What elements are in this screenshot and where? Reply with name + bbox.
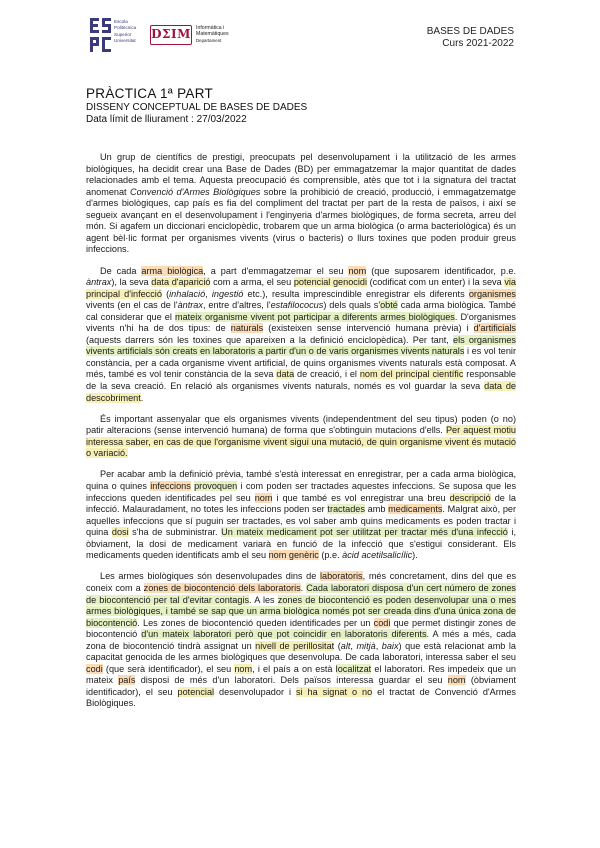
text-run: Un grup de científics de prestigi, preocupats pel desenvolupament i la utilització de les armes biològiques, ha decidit crear una Base de Dades (BD) per emmagatzemar la major quantitat de dades relacionades amb el tema. Aquesta preocupació és comprensible, atès que tot i la signatura del tractat anomenat xyxy=(86,152,516,197)
text-run: desenvolupador i xyxy=(214,686,296,697)
highlighted-term: nom xyxy=(447,675,466,686)
text-run: de creació, i el xyxy=(294,369,360,380)
text-run: el tractat de Convenció d'Armes Biològiques. xyxy=(86,686,516,709)
text-run: que permet distingir zones de biocontenció xyxy=(86,617,516,640)
highlighted-term: nom xyxy=(254,492,273,503)
text-run: . xyxy=(140,392,144,403)
text-run: . xyxy=(300,582,307,593)
text-run: (que suposarem identificador, p.e. xyxy=(366,265,516,276)
text-run: i que també es vol enregistrar una breu xyxy=(272,492,450,503)
highlighted-term: Per aquest motiu interessa saber, en cas de que l'organisme vivent sigui una mutació, de quin organisme vivent és mutació o variació. xyxy=(86,425,517,459)
text-run: De cada xyxy=(100,265,142,276)
practice-title: PRÀCTICA 1ª PART xyxy=(86,86,214,101)
text-run: àntrax xyxy=(177,300,203,311)
practice-subtitle: DISSENY CONCEPTUAL DE BASES DE DADES xyxy=(86,102,308,113)
text-run: . A les xyxy=(249,594,278,605)
eps-logo-text xyxy=(114,19,148,45)
text-run: . Les zones de biocontenció queden identificades per un xyxy=(137,617,374,628)
highlighted-term: d'un mateix laboratori però que pot coincidir en laboratoris diferents xyxy=(141,629,427,640)
text-run: (existeixen sense intervenció humana prèvia) i xyxy=(263,323,474,334)
highlighted-term: data de descobriment xyxy=(86,380,516,403)
eps-logo-mark-icon xyxy=(90,18,112,52)
text-run: responsable de la seva creació. En relació als organismes vivents naturals, només es vol guardar la seva xyxy=(86,369,516,391)
highlighted-term: codi xyxy=(373,617,391,628)
text-run: , xyxy=(205,288,212,299)
text-run: àcid acetilsalicílic xyxy=(342,550,413,561)
highlighted-term: potencial xyxy=(177,686,215,697)
text-run: , més concretament, dins del que es coneix com a xyxy=(86,571,517,593)
text-run: disposi de més d'un laboratori. Dels països interessa guardar el seu xyxy=(135,675,448,686)
text-run: (òbviament identificador), el seu xyxy=(86,675,516,697)
eps-logo xyxy=(90,18,146,52)
text-run: , entre d'altres, l' xyxy=(202,300,271,311)
dim-logo xyxy=(150,25,240,51)
text-run: etc.), resulta imprescindible enregistrar els diferents xyxy=(243,288,469,299)
text-run: ) que està relacionat amb la capacitat genocida de les armes biològiques que desenvolupa. De cada laboratori, interessa saber el seu xyxy=(86,640,516,663)
highlighted-term: arma biològica xyxy=(141,265,204,276)
text-run: alt xyxy=(340,640,351,651)
course-info xyxy=(427,26,514,50)
highlighted-term: zones de biocontenció dels laboratoris xyxy=(143,582,301,593)
highlighted-term: d'artificials xyxy=(473,323,516,334)
text-run: i com poden ser tractades aquestes infeccions. Se suposa que les infeccions queden identificades pel seu xyxy=(86,481,517,503)
eps-logo-line: Politècnica xyxy=(114,25,137,31)
highlighted-term: potencial genocidi xyxy=(293,277,367,288)
text-run: s'ha de subministrar. xyxy=(128,527,222,538)
text-run: (p.e. xyxy=(318,550,343,561)
highlighted-term: mateix organisme vivent pot participar a diferents armes biològiques xyxy=(174,311,455,322)
eps-logo-line: Escola xyxy=(114,19,128,24)
text-run: vivents (en el cas de l' xyxy=(86,300,178,311)
text-run: És important assenyalar que els organismes vivents (independentment del seu tipus) poden (o no) patir alteracions (sense intervenció humana) de forma que s'obtinguin mutacions d'ells. xyxy=(86,413,516,436)
dim-logo-line: Departament xyxy=(196,37,222,43)
text-run: ), la seva xyxy=(111,277,152,288)
highlighted-term: nom del principal científic xyxy=(359,369,464,380)
text-run: com a arma, el seu xyxy=(210,277,294,288)
text-run: amb xyxy=(364,504,389,515)
paragraph xyxy=(86,266,516,405)
text-run: Per acabar amb la definició prèvia, també s'està interessat en enregistrar, per a cada arma biològica, quina o quines xyxy=(86,469,516,491)
text-run: , i el país a on està xyxy=(252,663,336,674)
highlighted-term: laboratoris xyxy=(320,571,363,582)
statement-body xyxy=(86,152,516,720)
text-run: estafilococus xyxy=(270,300,324,311)
text-run: (codificat com un enter) i la seva xyxy=(366,277,505,288)
text-run: mitjà xyxy=(356,640,376,651)
highlighted-term: data xyxy=(276,369,295,380)
text-run: cada arma biològica. També cal considerar que el xyxy=(86,300,516,322)
highlighted-term: els organismes vivents artificials són creats en laboratoris a partir d'un o de varis organismes vivents naturals xyxy=(86,334,516,357)
eps-logo-line: Superior xyxy=(114,31,132,37)
highlighted-term: país xyxy=(118,675,136,686)
document-titles xyxy=(86,86,516,126)
highlighted-term: nom genèric xyxy=(268,550,319,561)
highlighted-term: localitzat xyxy=(335,663,372,674)
text-run: inhalació xyxy=(169,288,206,299)
highlighted-term: provoquen xyxy=(194,481,238,491)
eps-logo-line: Universitat xyxy=(114,38,136,44)
highlighted-term: nom xyxy=(234,663,253,674)
text-run: ingestió xyxy=(211,288,244,299)
deadline-text: Data límit de lliurament : 27/03/2022 xyxy=(86,114,247,125)
text-run: ). xyxy=(412,550,418,561)
text-run: de la infecció. Malauradament, no totes les infeccions poden ser xyxy=(86,492,516,515)
highlighted-term: tractades xyxy=(327,504,365,515)
text-run: ( xyxy=(161,288,170,299)
text-run: sobre la prohibició de creació, producció, i emmagatzematge d'armes biològiques, cap país es fia del compliment del tractat per part de la resta de països, i així se segueix avançant en el desenvolupament i l'enginyeria d'armes biològiques, de forma secreta, arreu del món. Si agafem un diccionari enciclopèdic, trobarem que un arma biològica (o arma bacteriològica) és un agent bèl·lic format per organismes vivents (virus o bacteris) o llurs toxines que poden produir greus infeccions. xyxy=(86,186,516,255)
text-run: Les armes biològiques són desenvolupades dins de xyxy=(100,571,320,582)
text-run: àntrax xyxy=(86,277,112,288)
highlighted-term: dosi xyxy=(111,527,129,538)
text-run: , xyxy=(350,640,357,651)
text-run: . D'organismes vivents n'hi ha de dos tipus: de xyxy=(86,311,516,334)
text-run: . Malgrat això, per aquelles infeccions que sí puguin ser tractades, es vol saber amb quins medicaments es poden tractar i quina xyxy=(86,504,517,538)
highlighted-term: Cada laboratori disposa d'un cert número de zones de biocontenció per tal d'evitar contagis xyxy=(86,582,516,605)
text-run: i, òbviament, la dosi de medicament variarà en funció de la infecció que s'estigui considerant. Els medicaments queden identificats amb el seu xyxy=(86,527,516,561)
highlighted-term: descripció xyxy=(449,492,491,503)
text-run: , xyxy=(375,640,382,651)
highlighted-term: si ha signat o no xyxy=(295,686,373,697)
paragraph xyxy=(86,469,516,561)
subject-name: BASES DE DADES xyxy=(426,26,514,37)
highlighted-term: nivell de perillositat xyxy=(255,640,335,651)
highlighted-term: nom xyxy=(348,265,367,276)
text-run: baix xyxy=(381,640,399,651)
highlighted-term: data d'aparició xyxy=(151,277,211,288)
text-run: , a part d'emmagatzemar el seu xyxy=(203,265,349,276)
paragraph xyxy=(86,414,516,460)
paragraph xyxy=(86,152,516,256)
text-run: ( xyxy=(334,640,341,651)
dim-logo-text xyxy=(196,25,244,44)
text-run: el laboratori. Res impedeix que un mateix xyxy=(86,663,516,686)
highlighted-term: organismes xyxy=(468,288,516,299)
highlighted-term: medicaments xyxy=(388,504,443,515)
text-run: . A més a més, cada zona de biocontenció tindrà assignat un xyxy=(86,629,516,651)
dim-logo-line: Informàtica i xyxy=(196,25,225,31)
text-run: Convenció d'Armes Biològiques xyxy=(130,186,261,197)
text-run: (que serà identificador), el seu xyxy=(102,663,235,674)
page-header xyxy=(86,16,514,58)
highlighted-term: obté xyxy=(380,300,398,311)
dim-logo-mark: DΣIM xyxy=(150,25,192,45)
highlighted-term: Un mateix medicament pot ser utilitzat per tractar més d'una infecció xyxy=(221,527,508,538)
course-year: Curs 2021-2022 xyxy=(442,38,514,49)
highlighted-term: via principal d'infecció xyxy=(86,277,516,299)
highlighted-term: naturals xyxy=(230,323,264,334)
highlighted-term: codi xyxy=(86,663,103,674)
text-run: i es vol tenir constància, per a cada organisme vivent artificial, de quins organismes vivents naturals està composat. A més, també es vol tenir constància de la seva xyxy=(86,346,516,380)
text-run: ) dels quals s' xyxy=(323,300,381,311)
dim-logo-line: Matemàtiques xyxy=(196,31,229,38)
highlighted-term: infeccions xyxy=(150,481,191,491)
text-run: (aquests darrers són les toxines que apareixen a la definició enciclopèdica). Per tant, xyxy=(86,334,453,345)
paragraph xyxy=(86,571,516,710)
highlighted-term: zones de biocontenció es poden desenvolupar una o mes armes biològiques, i també se sap que un arma biològica només pot ser creada dins d'una única zona de biocontenció xyxy=(86,594,516,628)
